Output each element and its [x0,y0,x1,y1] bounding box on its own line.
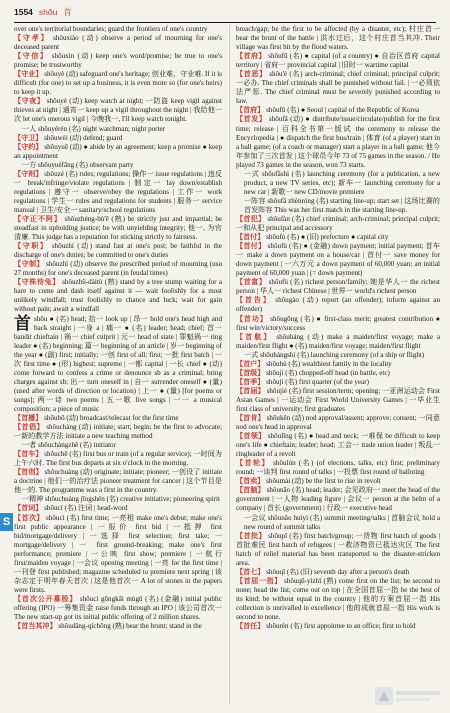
dictionary-entry: 【首季】 shǒujì (名) first quarter (of the year) [236,377,369,386]
entry-headword: 【首付】 [236,233,265,242]
entry-headword: 【首肯】 [236,414,265,423]
entry-headword: 【首屈一指】 [236,576,282,585]
entry-headword: 【守正不阿】 [14,214,62,223]
dictionary-entry: 【守约】 shǒuyuē (动) ● abide by an agreement; keep a promise ● keep an appointment [14,142,222,160]
dictionary-entry: 【首当其冲】 shǒudāng-qíchōng (熟) bear the brunt; stand in the [14,622,202,631]
entry-headword: 【首批】 [236,531,266,540]
entry-headword: 【守则】 [14,169,43,178]
dictionary-entry: 一式 shǒufāshì (名) launching ceremony (for a publication, a new product, a new TV series, etc); 新车一 launching ceremony for a new car | 新歌一 new CD/movie premiere [244,169,440,196]
dictionary-entry: 首 shǒu ● (名) head; 抬一 look up | 昂一 hold one's head high and back straight | 一身 a | 痛一 ● (名) leader; head; chief; 首一 bandit chieftain | 祸一 chief culprit | 元一 head of state | 罪魁祸一 ring leader ● (名) beginning; 篇一 beginning of an article | 岁一 beginning of the year ● (副) first; initially; 一创 first of all; first; 一批 first batch | 一次 first time ● (形) highest; supreme | 一都 capital | 一长 chief ● (动) come forward to confess a crime or denounce sb as a criminal; bring charges against sb; 出一 turn oneself in | 自一 surrender oneself ● (量) (used after words of direction or location) | 上一 ● (量) [for poems or songs]; 两一诗 two poems | 五一歌 five songs | 一一 a musical composition; a piece of music [14,313,222,413]
dictionary-entry: 【首府】 shǒufǔ (名) ● Seoul | capital of the Republic of Korea [236,106,420,115]
entry-headword: 【首创】 [14,468,43,477]
dictionary-entry: 【首轮】 shǒulún (名) (of elections, talks, etc) first; preliminary round; 一谈判 first round of talks | 一投票 first round of balloting [236,459,440,477]
dictionary-entry: 一者 shǒuchàngzhě (名) initiator [22,441,116,450]
dictionary-entry: 一精神 shǒuchuàng jīngshén (名) creative initiative; pioneering spirit [22,495,220,504]
headword-character: 首 [14,313,31,334]
entry-headword: 【首词】 [14,504,43,513]
dictionary-entry: 【首领】 shǒulǐng (名) ● head and neck; 一难保 be difficult to keep one's life ● chieftain; leader; head; 工会一 trade union leader | 叛乱一 ringleader of a revolt [236,432,440,459]
dictionary-entry: 【守卫】 shǒuwèi (动) defend; guard [14,133,123,142]
entry-headword: 【首户】 [236,359,265,368]
entry-headword: 【首季】 [236,377,265,386]
dictionary-entry: 【首批】 shǒupī (名) first batch/group; 一货物 first batch of goods | 首批难民 first batch of refugees | 一救济物资已抵达灾区 The first batch of relief material has been transported to the disaster-stricken area. [236,531,440,567]
dictionary-entry: 【首府】 shǒufǔ (名) ● capital (of a country) ● 自治区首府 capital territory | 省府一 provincial capital | 旧时一 wartime capital [236,52,440,70]
entry-headword: 【首卖】 [236,477,265,486]
dictionary-entry: 【首发】 shǒufā (动) ● distribute/issue/circulate/publish for the first time; release | 百科全书第一版试 the ceremony to release the Encyclopedia | ● dispatch the first bus/train | 体育 (of a player) start in a ball game; (of a coach or manager) start a player in a ball game; 他今年参加了三次首发 | 这个球员今年 73 of 75 games in the season. / He played 73 games in the season, won 73 starts. [236,115,440,169]
entry-headword: 【首次公开募股】 [14,594,78,603]
entry-headword: 【首领】 [236,432,266,441]
dictionary-entry: 【守信】 shǒuxìn (动) keep one's word/promise; be true to one's promise; be trustworthy [14,52,222,70]
dictionary-entry: 【首付】 shǒufù (名) ● (旧) prefecture ● capital city [236,233,389,242]
dictionary-entry: 一阵容 shǒufā zhènróng (名) starting line-up; start set | 这场比赛的首发阵容 This was her first match in the starting line-up. [244,196,440,214]
dictionary-entry: 【首任】 shǒurèn (名) first appointee to an office; first to hold [236,622,416,631]
entry-headword: 【首当其冲】 [14,622,57,631]
right-column [236,25,440,707]
dictionary-entry: 一方 shǒuyuèfāng (名) observant party [22,160,134,169]
dictionary-entry: 【首脑】 shǒunǎo (名) head; leader; 会见政府一 meet the head of the government | 一人物 leading figure | 会议一 person at the helm of a company | 首长 (government) | 行政一 executive head [236,486,440,513]
dictionary-entry: 【首富】 shǒufù (名) richest person/family; 她是华人一 the richest person | 华人一 richest Chinese | 世界一 world's richest person [236,278,440,296]
entry-headword: 【守制】 [14,260,44,269]
header-pinyin: shǒu [38,7,58,17]
dictionary-entry: 【首次】 shǒucì (名) first time; 一亮相 make one's debut; make one's first public appearance | 一报价 first bid | 一抵押 first bid/mortgage/delivery | 一选择 first selection; first take; 一 mortgage/delivery | 一 first ground-breaking; make one's first performance; premiere | 一公映 first show; premiere | 一航行 first/maiden voyage | 一会议 opening meeting | 一亮 for the first time | 一刊登 first published; magazine scheduled to premiere next spring | 该杂志定于明年春天首次 | 这是他首次一 A lot of stones in the papers were firsts. [14,513,222,594]
entry-headword: 【首车】 [14,450,43,459]
entry-headword: 【首播】 [14,414,43,423]
dictionary-entry: 【首户】 shǒuhù (名) wealthiest family in the locality [236,359,392,368]
entry-headword: 【首航】 [236,332,273,341]
dictionary-entry: 【首车】 shǒuchē (名) first bus or train (of a regular service); 一时间为上午六时. The first bus departs at six o'clock in the morning. [14,450,222,468]
entry-headword: 【首功】 [236,314,268,323]
entry-headword: 【守信】 [14,52,49,61]
dictionary-entry: 【首犯】 shǒufàn (名) chief criminal; arch-criminal; principal culprit; 一和从犯 principal and accessory [236,214,440,233]
entry-headword: 【首届】 [236,386,265,395]
dictionary-entry: 一会议 shǒunǎo huìyì (名) summit meeting/talks | 首脑会议 hold a new round of summit talks [244,513,440,531]
entry-headword: 【首府】 [236,52,267,61]
dictionary-entry: 【首付】 shǒufù (名) ● (金融) down payment; initial payment; 首车一 make a down payment on a house/car | 首付一 save money for down payment | 一六万元 a down payment of 60,000 yuan; an initial payment of 60,000 yuan | (= down payment) [236,242,440,278]
entry-headword: 【首七】 [236,567,265,576]
thumb-index-tab[interactable]: S [0,513,13,531]
entry-headword: 【首任】 [236,622,265,631]
dictionary-entry: 【首肯】 shǒukěn (动) nod approval/assent; approve; consent; 一同意 nod one's head in approval [236,414,440,432]
dictionary-entry: 【守孝】 shǒuxiào (动) observe a period of mourning for one's deceased parent [14,34,222,52]
dictionary-entry: 【首功】 shǒugōng (名) ● first-class merit; greatest contribution ● first win/victory/success [236,314,440,332]
entry-headword: 【守职】 [14,242,49,251]
dictionary-entry: 【首屈一指】 shǒuqū-yìzhǐ (熟) come first on the list; be second to none; head the list; come out on top | 在全国首屈一指 be the best of its kind; be without equal in the country | 他的方案首屈一指 His collection is unrivalled in excellence | 他的成就首屈一指 His work is second to none. [236,576,440,622]
dictionary-entry: 【首创】 shǒuchuàng (动) originate; initiate; pioneer; 一创设了 initiate a doctrine | 他们一的治疗法 pioneer treatment for cancer | 这个节目是他一的. The programme was a first in the country. [14,468,222,495]
dictionary-entry: 【首届】 shǒujiè (名) first session/term; opening; 一亚洲运动会 First Asian Games | 一运动会 First World University Games | 一毕业生 first class of university; first graduates [236,386,440,413]
entry-headword: 【首犯】 [236,214,266,223]
entry-headword: 【首富】 [236,278,267,287]
page-header [14,6,436,23]
entry-headword: 【首恶】 [236,70,267,79]
page-number: 1554 [14,7,33,17]
dictionary-entry: 【首倡】 shǒuchàng (动) initiate; start; begin; be the first to advocate; 一新的教学方法 initiate a new teaching method [14,423,222,441]
dictionary-entry: 【首卖】 shǒumài (动) be the first to rise in revolt [236,477,381,486]
dictionary-entry: breach/gap; be the first to be affected (by a disaster, etc); 村庄首一 bear the brunt of the battle | 洪水过后，这个村庄首当其冲. Their village was first hit by the flood waters. [236,25,440,52]
entry-headword: 【守业】 [14,70,43,79]
entry-headword: 【守株待兔】 [14,278,60,287]
entry-headword: 【首脑】 [236,486,265,495]
entry-headword: 【首告】 [236,296,272,305]
entry-headword: 【首次】 [14,513,44,522]
dictionary-entry: 【首级】 shǒují (名) chopped-off head (in battle, etc) [236,368,390,377]
column-divider [229,25,230,705]
dictionary-entry: 【守制】 shǒuzhì (动) observe the prescribed period of mourning (usu 27 months) for one's deceased parent (in feudal times) [14,260,222,278]
dictionary-entry: over one's territorial boundaries; guard the frontiers of one's country [14,25,208,33]
dictionary-entry: 【首次公开募股】 shǒucì gōngkāi mùgǔ (名) (金融) initial public offering (IPO) 一筹集资金 raise funds through an IPO | 该公司首次一 The new start-up got its initial public offering of 2 million shares. [14,594,222,622]
dictionary-entry: 【守职】 shǒuzhí (动) stand fast at one's post; be faithful in the discharge of one's duties; be committed to one's duties [14,242,222,260]
left-column [14,25,222,707]
entry-headword: 【首倡】 [14,423,45,432]
dictionary-entry: 【首七】 shǒuqī (名) (旧) seventh day after a person's death [236,567,410,576]
entry-headword: 【守约】 [14,142,43,151]
dictionary-entry: 【首恶】 shǒu'è (名) arch-criminal; chief criminal; principal culprit; 一必办. The chief criminals shall be punished without fail. | 一必须依法严惩. The chief criminal must be severely punished according to law. [236,70,440,106]
dictionary-entry: 【守正不阿】 shǒuzhèng-bù'ē (熟) be strictly just and impartial; be steadfast in upholding justice; be with unyielding integrity; 他一, 为官清廉. This judge has a reputation for sticking strictly to fairness. [14,214,222,242]
publisher-logo-icon [374,685,442,707]
entry-headword: 【首轮】 [236,459,270,468]
dictionary-entry: 【首播】 shǒubō (动) broadcast/telecast for the first time [14,414,179,423]
dictionary-entry: 【守业】 shǒuyè (动) safeguard one's heritage; 创业难，守业难. If it is difficult (for one) to set up a business, it is even more so (for one's heirs) to keep it up. [14,70,222,97]
dictionary-entry: 【首航】 shǒuháng (动) make a maiden/first voyage; make a maiden/first flight ● (名) maiden/first voyage; maiden/first flight [236,332,440,350]
entry-headword: 【首级】 [236,368,265,377]
dictionary-entry: 【守则】 shǒuzé (名) rules; regulations; 操作一 issue regulations | 违反一 break/infringe/violate regulations | 制定一 lay down/establish regulations | 遵守一 observe/obey the regulations | 工作一 work regulations | 学生一 rules and regulations for students | 服务一 service manual | 卫生/安全一 sanitary/school regulations [14,169,222,214]
dictionary-entry: 一式 shǒuhángshì (名) launching ceremony (of a ship or flight) [244,350,425,359]
dictionary-entry: 一人 shǒuyèrén (名) night watchman; night porter [22,124,166,133]
entry-headword: 【守孝】 [14,34,50,43]
entry-headword: 【首发】 [236,115,267,124]
dictionary-entry: 【首告】 shǒugào (动) report (an offender); inform against an offender) [236,296,440,314]
entry-headword: 【首付】 [236,242,266,251]
entry-headword: 【首府】 [236,106,265,115]
header-character: 首 [63,7,72,17]
dictionary-entry: 【首词】 shǒucí (名) 注词 | head-word [14,504,128,513]
dictionary-entry: 【守株待兔】 shǒuzhū-dàitù (熟) stand by a tree stump waiting for a hare to come and dash itself against it — wait foolishly for a most unlikely windfall; trust foolishly to chance and luck; wait for gain without pain; await a windfall [14,278,222,314]
entry-headword: 【守夜】 [14,97,45,106]
entry-headword: 【守卫】 [14,133,43,142]
dictionary-entry: 【守夜】 shǒuyè (动) keep watch at night; 一防盗 keep vigil against thieves at night | 通宵一 keep up a vigil throughout the night | 我给他一次 let one's onerous vigil | 今晚我一, I'll keep watch tonight. [14,97,222,124]
